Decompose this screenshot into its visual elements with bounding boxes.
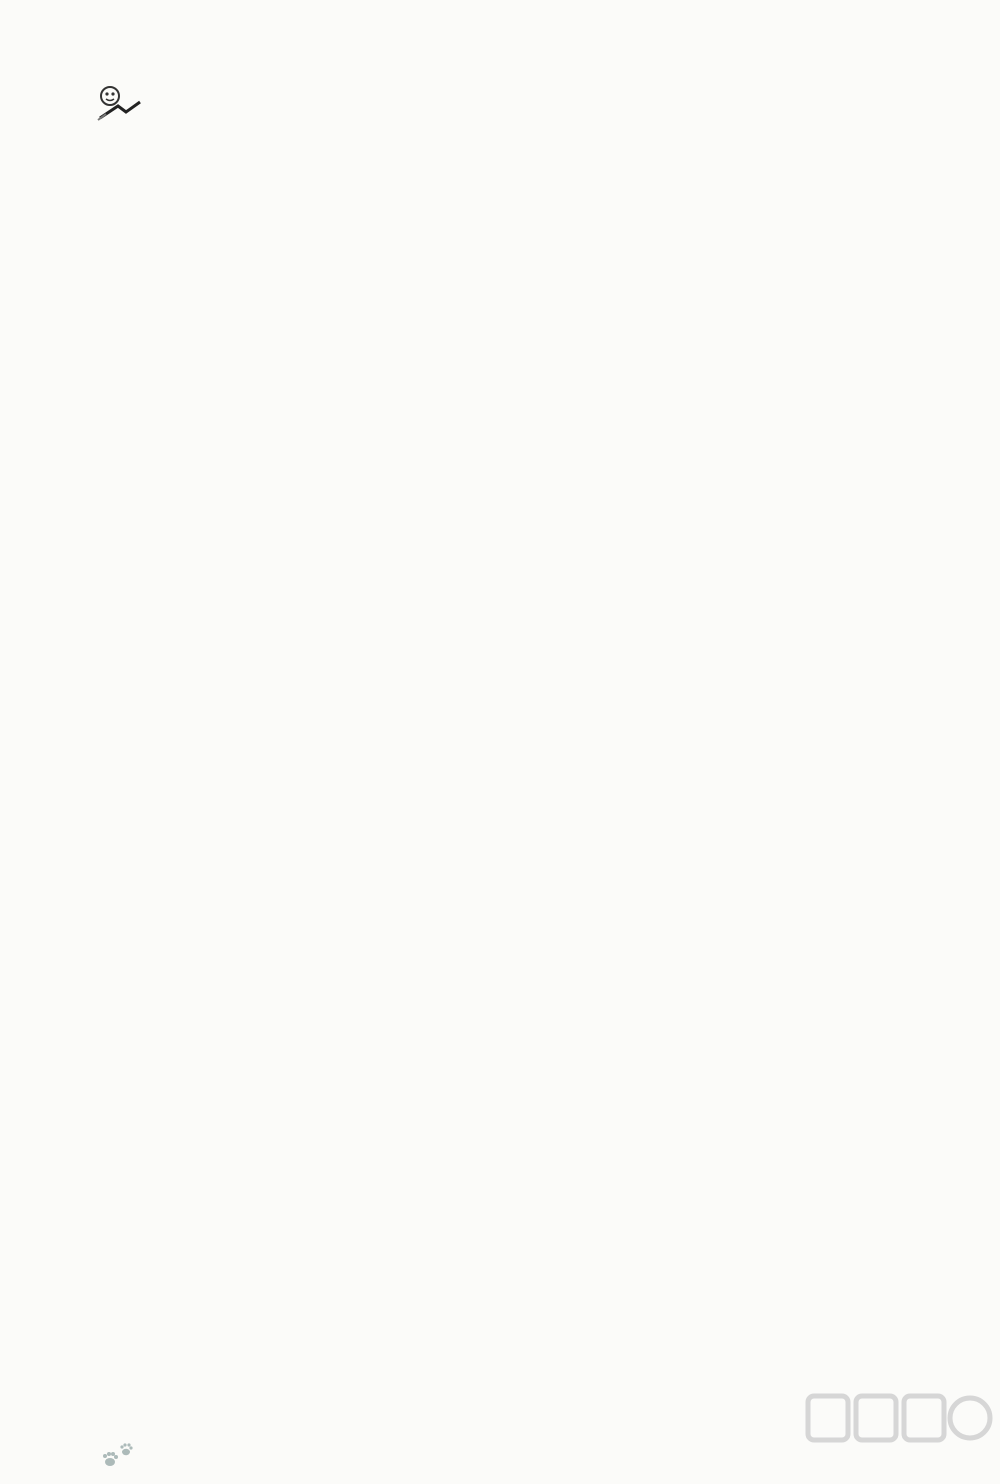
answer-content	[100, 130, 942, 150]
answer-stamp-icon	[798, 1388, 994, 1448]
page-header	[96, 78, 416, 126]
page-footer	[100, 1440, 300, 1480]
pencil-mascot-icon	[96, 82, 144, 122]
watermark	[798, 1388, 998, 1484]
paw-prints-icon	[100, 1440, 140, 1476]
